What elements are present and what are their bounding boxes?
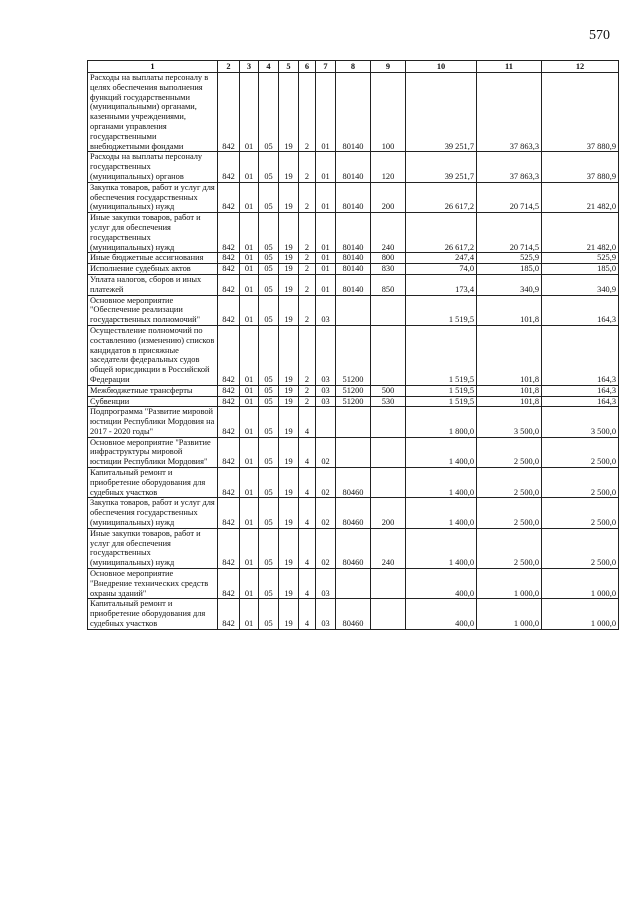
row-value-cell: 03 xyxy=(316,569,336,599)
row-value-cell: 842 xyxy=(218,528,240,568)
table-row xyxy=(88,213,619,253)
row-value-cell: 80140 xyxy=(336,274,371,295)
table-row xyxy=(88,498,619,528)
row-value-cell: 2 500,0 xyxy=(542,498,619,528)
row-value-cell: 1 400,0 xyxy=(406,528,477,568)
row-value-cell: 26 617,2 xyxy=(406,213,477,253)
row-value-cell xyxy=(371,295,406,325)
col-header: 9 xyxy=(371,61,406,73)
row-value-cell: 01 xyxy=(240,528,259,568)
row-value-cell: 05 xyxy=(259,599,279,629)
row-value-cell: 1 519,5 xyxy=(406,385,477,396)
row-value-cell: 19 xyxy=(279,599,299,629)
row-value-cell: 05 xyxy=(259,498,279,528)
row-value-cell: 101,8 xyxy=(477,396,542,407)
row-value-cell: 3 500,0 xyxy=(542,407,619,437)
row-value-cell: 1 519,5 xyxy=(406,396,477,407)
row-value-cell: 01 xyxy=(240,407,259,437)
row-value-cell: 2 xyxy=(299,396,316,407)
row-value-cell: 19 xyxy=(279,73,299,152)
row-value-cell: 05 xyxy=(259,295,279,325)
row-value-cell: 2 500,0 xyxy=(477,498,542,528)
row-value-cell: 164,3 xyxy=(542,396,619,407)
row-value-cell: 19 xyxy=(279,407,299,437)
row-value-cell: 05 xyxy=(259,182,279,212)
row-value-cell: 842 xyxy=(218,182,240,212)
row-value-cell: 842 xyxy=(218,437,240,467)
row-value-cell: 01 xyxy=(316,213,336,253)
row-value-cell: 20 714,5 xyxy=(477,182,542,212)
table-row xyxy=(88,274,619,295)
row-value-cell: 20 714,5 xyxy=(477,213,542,253)
row-label-cell: Капитальный ремонт и приобретение оборудования для судебных участков xyxy=(88,468,218,498)
row-value-cell xyxy=(316,407,336,437)
row-value-cell xyxy=(371,437,406,467)
row-value-cell: 19 xyxy=(279,274,299,295)
row-value-cell: 05 xyxy=(259,528,279,568)
row-value-cell: 842 xyxy=(218,73,240,152)
table-row xyxy=(88,73,619,152)
row-value-cell: 51200 xyxy=(336,325,371,385)
row-value-cell: 1 519,5 xyxy=(406,295,477,325)
row-value-cell: 842 xyxy=(218,274,240,295)
row-value-cell: 80140 xyxy=(336,213,371,253)
row-value-cell: 842 xyxy=(218,569,240,599)
row-value-cell: 164,3 xyxy=(542,385,619,396)
row-value-cell: 101,8 xyxy=(477,295,542,325)
row-value-cell: 05 xyxy=(259,468,279,498)
row-value-cell: 2 xyxy=(299,213,316,253)
row-value-cell: 51200 xyxy=(336,385,371,396)
row-value-cell: 4 xyxy=(299,599,316,629)
row-value-cell: 19 xyxy=(279,528,299,568)
row-value-cell: 19 xyxy=(279,152,299,182)
row-value-cell: 1 800,0 xyxy=(406,407,477,437)
row-value-cell: 19 xyxy=(279,182,299,212)
row-value-cell: 1 400,0 xyxy=(406,437,477,467)
row-value-cell: 500 xyxy=(371,385,406,396)
row-value-cell: 1 000,0 xyxy=(542,599,619,629)
row-value-cell xyxy=(336,569,371,599)
row-value-cell: 2 xyxy=(299,325,316,385)
row-value-cell: 80140 xyxy=(336,73,371,152)
row-label-cell: Субвенции xyxy=(88,396,218,407)
row-value-cell: 05 xyxy=(259,407,279,437)
row-value-cell: 01 xyxy=(316,182,336,212)
row-label-cell: Расходы на выплаты персоналу в целях обеспечения выполнения функций государственными (муниципальными) органами, казенными учреждениями, органами управления государственными внебюджетными фондами xyxy=(88,73,218,152)
row-value-cell: 842 xyxy=(218,396,240,407)
row-value-cell: 05 xyxy=(259,264,279,275)
row-value-cell xyxy=(371,407,406,437)
table-row xyxy=(88,325,619,385)
row-value-cell: 37 880,9 xyxy=(542,73,619,152)
table-row xyxy=(88,152,619,182)
col-header: 7 xyxy=(316,61,336,73)
row-value-cell xyxy=(336,437,371,467)
row-value-cell: 2 xyxy=(299,253,316,264)
col-header: 10 xyxy=(406,61,477,73)
row-value-cell: 05 xyxy=(259,213,279,253)
row-value-cell: 05 xyxy=(259,385,279,396)
row-value-cell: 01 xyxy=(240,264,259,275)
row-value-cell: 525,9 xyxy=(542,253,619,264)
row-value-cell: 05 xyxy=(259,325,279,385)
row-value-cell: 2 xyxy=(299,274,316,295)
row-value-cell: 19 xyxy=(279,253,299,264)
row-value-cell: 05 xyxy=(259,396,279,407)
row-value-cell: 185,0 xyxy=(542,264,619,275)
row-value-cell: 03 xyxy=(316,295,336,325)
row-value-cell: 164,3 xyxy=(542,325,619,385)
row-value-cell xyxy=(371,468,406,498)
row-value-cell xyxy=(371,569,406,599)
table-row xyxy=(88,569,619,599)
row-label-cell: Капитальный ремонт и приобретение оборудования для судебных участков xyxy=(88,599,218,629)
row-value-cell: 01 xyxy=(240,152,259,182)
row-value-cell: 80140 xyxy=(336,253,371,264)
row-value-cell: 842 xyxy=(218,295,240,325)
row-value-cell: 120 xyxy=(371,152,406,182)
row-value-cell: 80140 xyxy=(336,182,371,212)
row-value-cell: 19 xyxy=(279,468,299,498)
row-value-cell: 19 xyxy=(279,295,299,325)
row-value-cell: 80460 xyxy=(336,468,371,498)
row-value-cell: 340,9 xyxy=(477,274,542,295)
row-label-cell: Расходы на выплаты персоналу государственных (муниципальных) органов xyxy=(88,152,218,182)
row-value-cell: 03 xyxy=(316,385,336,396)
col-header: 8 xyxy=(336,61,371,73)
col-header: 4 xyxy=(259,61,279,73)
row-value-cell: 80460 xyxy=(336,498,371,528)
row-label-cell: Основное мероприятие "Обеспечение реализации государственных полномочий" xyxy=(88,295,218,325)
row-value-cell: 74,0 xyxy=(406,264,477,275)
table-row xyxy=(88,182,619,212)
row-value-cell: 2 500,0 xyxy=(542,468,619,498)
row-value-cell: 2 xyxy=(299,182,316,212)
col-header: 3 xyxy=(240,61,259,73)
row-value-cell: 01 xyxy=(316,253,336,264)
table-row xyxy=(88,295,619,325)
row-value-cell: 01 xyxy=(240,73,259,152)
row-value-cell: 05 xyxy=(259,437,279,467)
row-value-cell: 01 xyxy=(240,325,259,385)
row-value-cell: 842 xyxy=(218,152,240,182)
row-label-cell: Иные закупки товаров, работ и услуг для обеспечения государственных (муниципальных) нужд xyxy=(88,213,218,253)
row-value-cell: 80460 xyxy=(336,599,371,629)
row-value-cell: 19 xyxy=(279,569,299,599)
row-value-cell: 1 400,0 xyxy=(406,468,477,498)
row-value-cell: 842 xyxy=(218,325,240,385)
row-value-cell: 19 xyxy=(279,264,299,275)
row-value-cell: 01 xyxy=(240,274,259,295)
row-value-cell: 01 xyxy=(240,599,259,629)
row-label-cell: Подпрограмма "Развитие мировой юстиции Республики Мордовия на 2017 - 2020 годы" xyxy=(88,407,218,437)
row-value-cell: 340,9 xyxy=(542,274,619,295)
budget-table xyxy=(87,60,619,630)
row-value-cell: 01 xyxy=(240,295,259,325)
row-value-cell xyxy=(371,325,406,385)
row-value-cell: 01 xyxy=(240,253,259,264)
row-value-cell: 2 500,0 xyxy=(477,468,542,498)
row-label-cell: Осуществление полномочий по составлению (изменению) списков кандидатов в присяжные заседатели федеральных судов общей юрисдикции в Российской Федерации xyxy=(88,325,218,385)
row-value-cell: 842 xyxy=(218,407,240,437)
row-value-cell: 4 xyxy=(299,407,316,437)
table-row xyxy=(88,407,619,437)
row-value-cell: 2 xyxy=(299,73,316,152)
row-value-cell: 800 xyxy=(371,253,406,264)
row-value-cell: 03 xyxy=(316,599,336,629)
row-value-cell: 830 xyxy=(371,264,406,275)
col-header: 2 xyxy=(218,61,240,73)
row-value-cell: 842 xyxy=(218,385,240,396)
row-value-cell: 02 xyxy=(316,498,336,528)
table-row xyxy=(88,264,619,275)
row-value-cell: 850 xyxy=(371,274,406,295)
row-value-cell: 1 519,5 xyxy=(406,325,477,385)
row-value-cell: 101,8 xyxy=(477,325,542,385)
row-value-cell: 4 xyxy=(299,468,316,498)
row-value-cell: 200 xyxy=(371,182,406,212)
row-value-cell: 3 500,0 xyxy=(477,407,542,437)
col-header: 12 xyxy=(542,61,619,73)
row-value-cell: 19 xyxy=(279,213,299,253)
row-value-cell: 2 xyxy=(299,264,316,275)
row-label-cell: Иные закупки товаров, работ и услуг для обеспечения государственных (муниципальных) нужд xyxy=(88,528,218,568)
row-value-cell: 37 880,9 xyxy=(542,152,619,182)
row-value-cell: 01 xyxy=(316,73,336,152)
row-label-cell: Закупка товаров, работ и услуг для обеспечения государственных (муниципальных) нужд xyxy=(88,182,218,212)
row-value-cell: 80140 xyxy=(336,264,371,275)
row-value-cell: 02 xyxy=(316,468,336,498)
row-value-cell: 05 xyxy=(259,569,279,599)
row-value-cell: 03 xyxy=(316,396,336,407)
row-label-cell: Исполнение судебных актов xyxy=(88,264,218,275)
row-value-cell: 39 251,7 xyxy=(406,152,477,182)
row-label-cell: Уплата налогов, сборов и иных платежей xyxy=(88,274,218,295)
row-value-cell: 842 xyxy=(218,498,240,528)
row-value-cell: 2 500,0 xyxy=(477,528,542,568)
row-value-cell: 173,4 xyxy=(406,274,477,295)
row-label-cell: Закупка товаров, работ и услуг для обеспечения государственных (муниципальных) нужд xyxy=(88,498,218,528)
col-header: 6 xyxy=(299,61,316,73)
row-value-cell: 240 xyxy=(371,213,406,253)
row-value-cell: 19 xyxy=(279,396,299,407)
row-value-cell: 247,4 xyxy=(406,253,477,264)
row-value-cell: 185,0 xyxy=(477,264,542,275)
header-row xyxy=(88,61,619,73)
row-label-cell: Межбюджетные трансферты xyxy=(88,385,218,396)
row-value-cell: 525,9 xyxy=(477,253,542,264)
table-row xyxy=(88,396,619,407)
row-value-cell: 01 xyxy=(240,569,259,599)
row-value-cell: 4 xyxy=(299,569,316,599)
row-value-cell: 2 500,0 xyxy=(477,437,542,467)
row-label-cell: Основное мероприятие "Внедрение технических средств охраны зданий" xyxy=(88,569,218,599)
row-value-cell: 21 482,0 xyxy=(542,213,619,253)
row-value-cell: 100 xyxy=(371,73,406,152)
row-value-cell: 01 xyxy=(240,385,259,396)
row-value-cell xyxy=(336,295,371,325)
row-value-cell: 1 000,0 xyxy=(542,569,619,599)
row-value-cell: 4 xyxy=(299,528,316,568)
table-row xyxy=(88,385,619,396)
page-number: 570 xyxy=(589,28,610,43)
row-value-cell: 21 482,0 xyxy=(542,182,619,212)
row-value-cell: 2 500,0 xyxy=(542,437,619,467)
table-row xyxy=(88,599,619,629)
row-value-cell: 51200 xyxy=(336,396,371,407)
row-value-cell: 01 xyxy=(240,396,259,407)
row-value-cell: 01 xyxy=(316,264,336,275)
col-header: 5 xyxy=(279,61,299,73)
row-value-cell: 842 xyxy=(218,599,240,629)
row-value-cell: 39 251,7 xyxy=(406,73,477,152)
row-label-cell: Основное мероприятие "Развитие инфраструктуры мировой юстиции Республики Мордовия" xyxy=(88,437,218,467)
table-row xyxy=(88,437,619,467)
row-value-cell: 2 500,0 xyxy=(542,528,619,568)
row-value-cell: 1 000,0 xyxy=(477,569,542,599)
row-value-cell: 240 xyxy=(371,528,406,568)
col-header: 1 xyxy=(88,61,218,73)
table-row xyxy=(88,528,619,568)
row-value-cell xyxy=(371,599,406,629)
row-value-cell: 05 xyxy=(259,73,279,152)
row-value-cell: 1 000,0 xyxy=(477,599,542,629)
row-value-cell: 19 xyxy=(279,325,299,385)
row-value-cell: 164,3 xyxy=(542,295,619,325)
row-value-cell: 80460 xyxy=(336,528,371,568)
row-value-cell: 1 400,0 xyxy=(406,498,477,528)
row-value-cell: 01 xyxy=(240,213,259,253)
row-value-cell: 01 xyxy=(316,152,336,182)
row-value-cell: 01 xyxy=(240,437,259,467)
row-value-cell: 101,8 xyxy=(477,385,542,396)
row-value-cell: 400,0 xyxy=(406,599,477,629)
row-value-cell: 4 xyxy=(299,437,316,467)
row-value-cell: 05 xyxy=(259,274,279,295)
row-value-cell: 200 xyxy=(371,498,406,528)
row-value-cell: 03 xyxy=(316,325,336,385)
row-value-cell: 2 xyxy=(299,295,316,325)
row-value-cell: 01 xyxy=(240,182,259,212)
row-value-cell: 842 xyxy=(218,264,240,275)
row-value-cell: 01 xyxy=(240,498,259,528)
row-value-cell: 02 xyxy=(316,437,336,467)
col-header: 11 xyxy=(477,61,542,73)
row-value-cell: 400,0 xyxy=(406,569,477,599)
row-value-cell: 842 xyxy=(218,468,240,498)
row-value-cell: 19 xyxy=(279,498,299,528)
row-value-cell: 01 xyxy=(316,274,336,295)
row-value-cell: 01 xyxy=(240,468,259,498)
table-row xyxy=(88,253,619,264)
row-label-cell: Иные бюджетные ассигнования xyxy=(88,253,218,264)
row-value-cell: 05 xyxy=(259,152,279,182)
row-value-cell: 19 xyxy=(279,385,299,396)
row-value-cell: 26 617,2 xyxy=(406,182,477,212)
row-value-cell: 842 xyxy=(218,253,240,264)
row-value-cell: 842 xyxy=(218,213,240,253)
row-value-cell xyxy=(336,407,371,437)
row-value-cell: 2 xyxy=(299,152,316,182)
row-value-cell: 4 xyxy=(299,498,316,528)
row-value-cell: 2 xyxy=(299,385,316,396)
row-value-cell: 530 xyxy=(371,396,406,407)
row-value-cell: 80140 xyxy=(336,152,371,182)
row-value-cell: 02 xyxy=(316,528,336,568)
row-value-cell: 37 863,3 xyxy=(477,73,542,152)
row-value-cell: 05 xyxy=(259,253,279,264)
table-row xyxy=(88,468,619,498)
row-value-cell: 37 863,3 xyxy=(477,152,542,182)
row-value-cell: 19 xyxy=(279,437,299,467)
